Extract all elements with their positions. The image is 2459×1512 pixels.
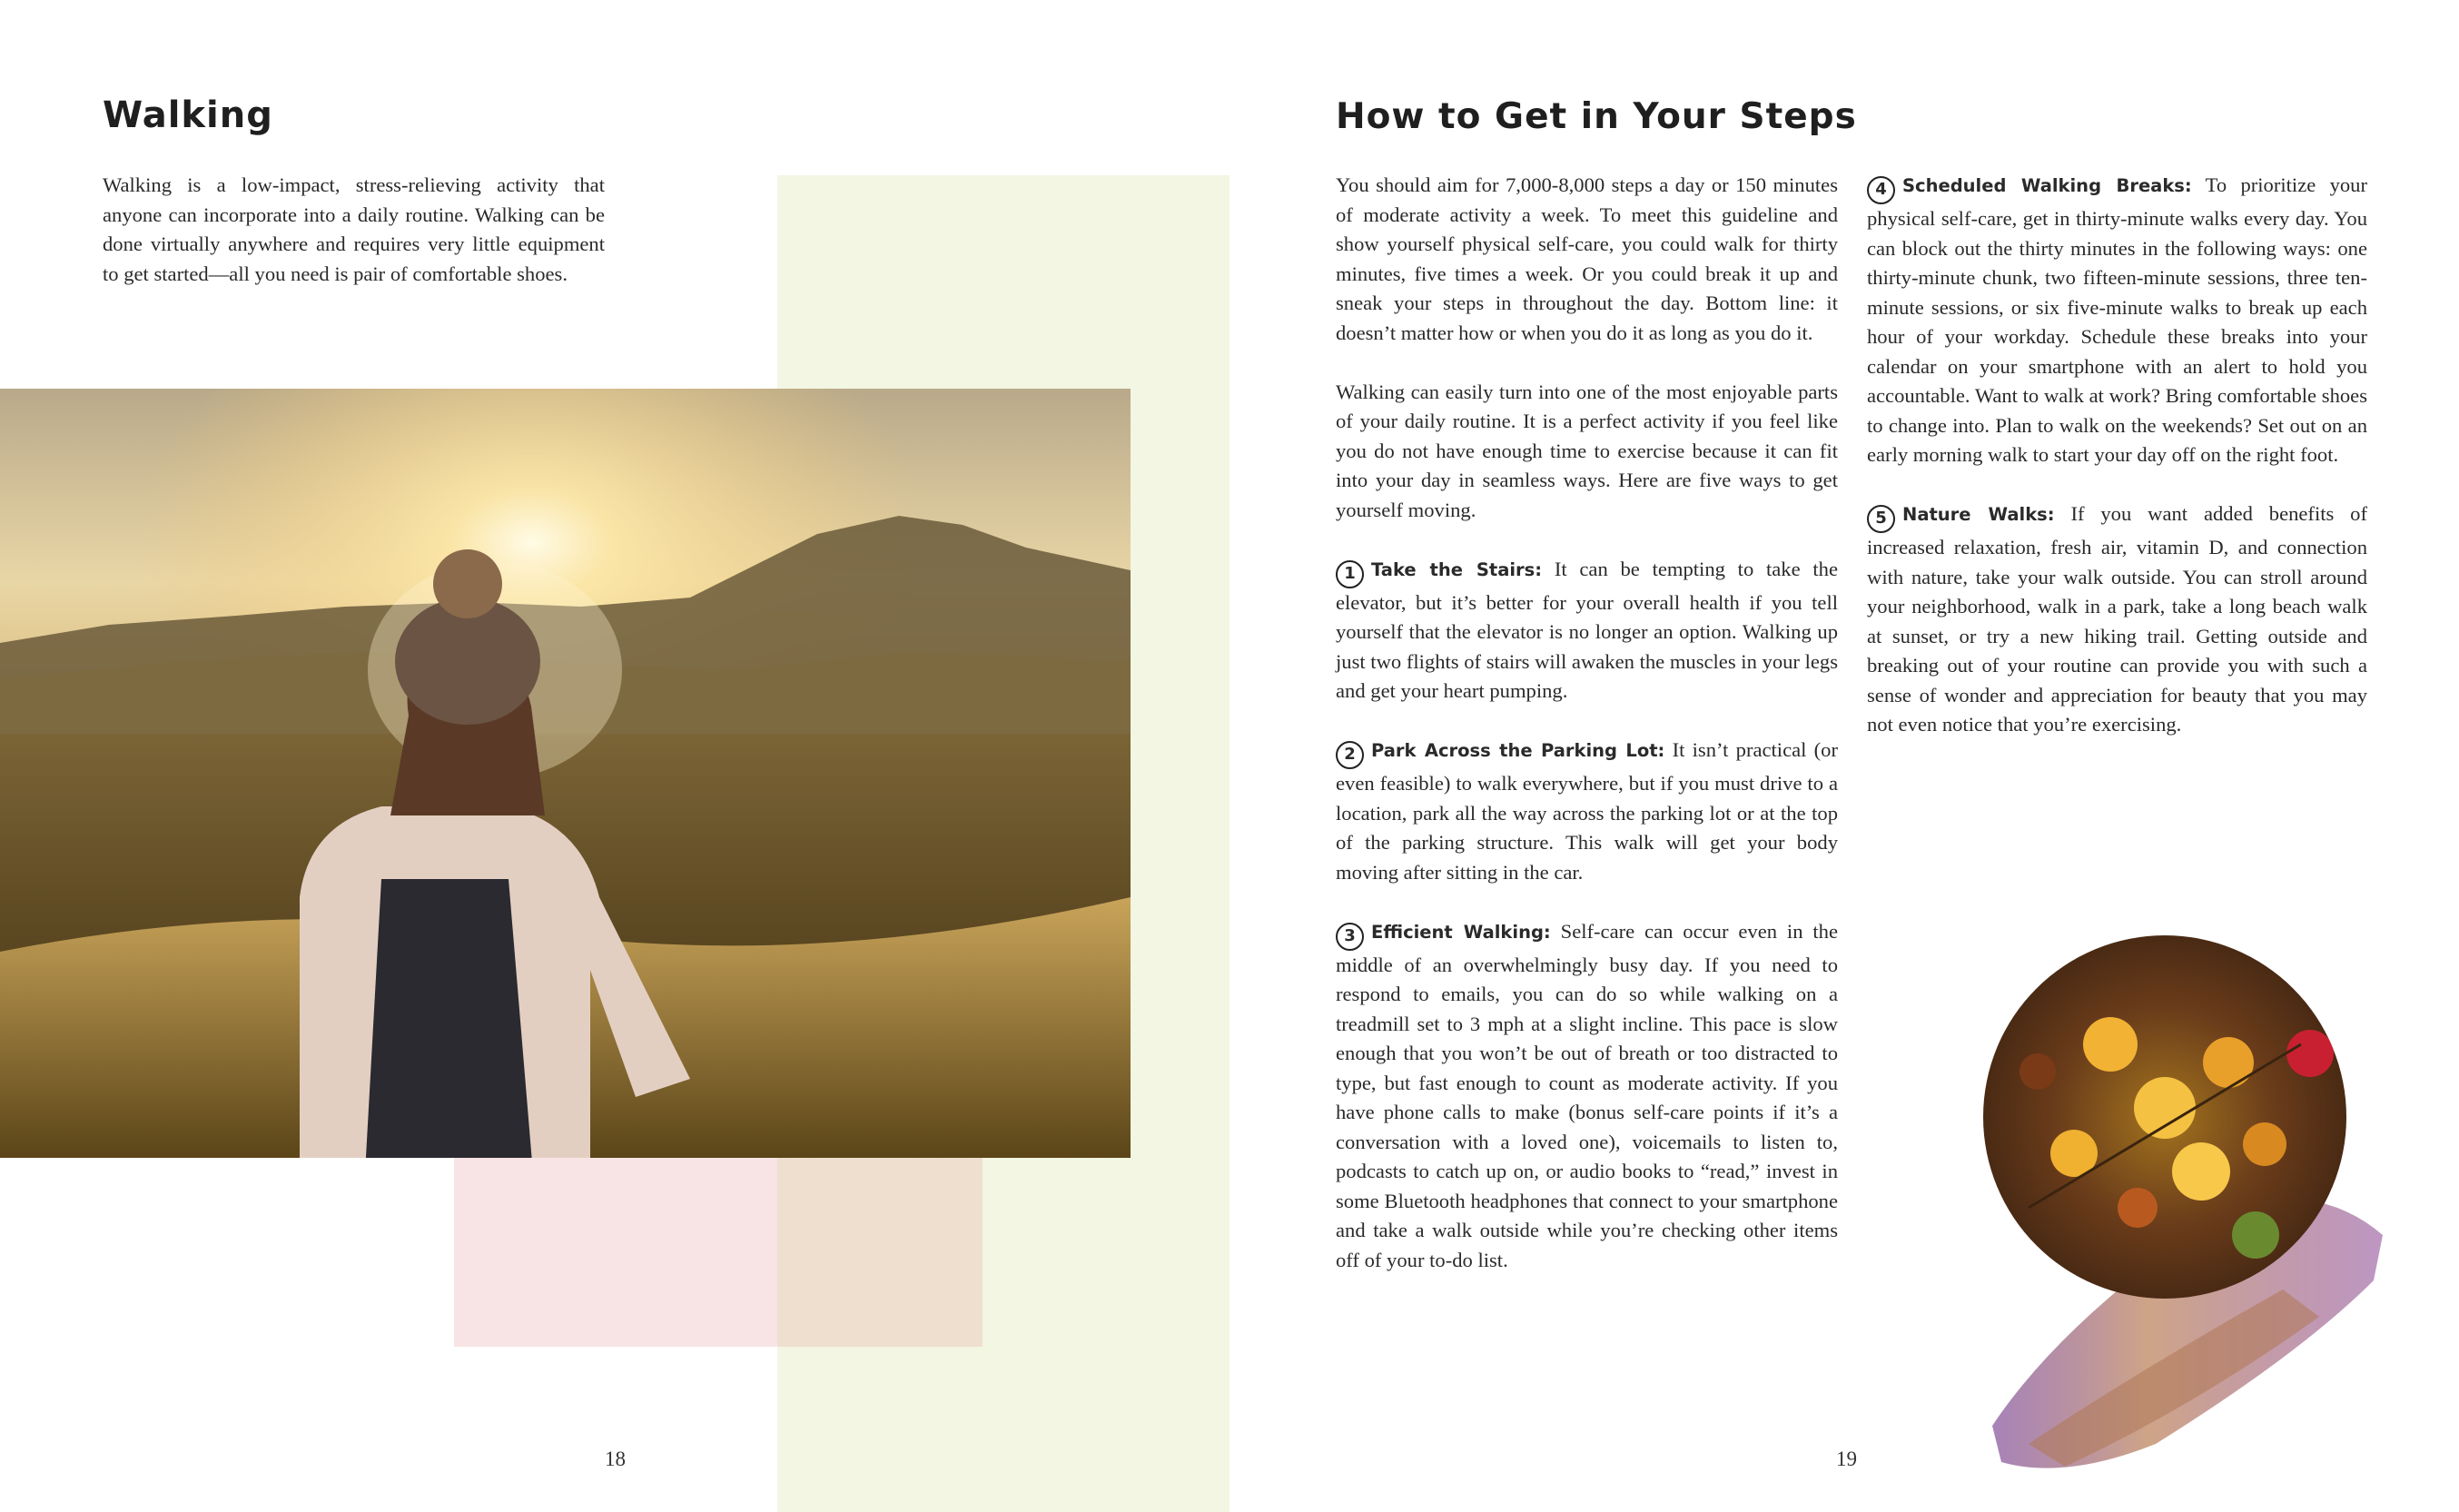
- intro-paragraph-2: Walking can easily turn into one of the most enjoyable parts of your daily routine. It is a perfect activity if you feel like you do not have enough time to exercise because it can fit into your day in seamless ways. Here are five ways to get yourself moving.: [1336, 380, 1838, 521]
- step-item-4: [1867, 171, 2367, 470]
- walking-intro-text: Walking is a low-impact, stress-relieving activity that anyone can incorporate into a daily routine. Walking can be done virtually anywhere and requires very little equipment to get started—all you need is pair of comfortable shoes.: [103, 173, 605, 285]
- step-text-5: If you want added benefits of increased relaxation, fresh air, vitamin D, and connection with nature, take your walk outside. You can stroll around your neighborhood, walk in a park, take a long beach walk at sunset, or try a new hiking trail. Getting outside and breaking out of your routine can provide you with such a sense of wonder and appreciation for beauty that you may not even notice that you’re exercising.: [1867, 502, 2367, 736]
- step-number-4: 4: [1867, 176, 1895, 204]
- step-text-2: It isn’t practical (or even feasible) to walk everywhere, but if you must drive to a location, park all the way across the parking lot or at the top of the parking structure. This walk will get your body moving after sitting in the car.: [1336, 738, 1838, 884]
- woman-hiker-sunset-photo: [0, 389, 1131, 1158]
- page-number-right: 19: [1836, 1448, 1857, 1470]
- autumn-leaves-circle-photo: [1956, 935, 2392, 1480]
- step-item-3: [1336, 917, 1838, 1276]
- steps-column-1: [1336, 171, 1838, 1275]
- step-number-3: 3: [1336, 923, 1364, 951]
- walking-intro: [103, 171, 605, 289]
- page-number-left: 18: [605, 1448, 626, 1470]
- step-item-5: [1867, 499, 2367, 740]
- page-title-walking: Walking: [103, 94, 273, 136]
- step-text-4: To prioritize your physical self-care, get in thirty-minute walks every day. You can block out the thirty minutes in the following ways: one thirty-minute chunk, two fifteen-minute sessions, three ten-minute sessions, or six five-minute walks to break up each hour of your workday. Schedule these breaks into your calendar on your smartphone with an alert to hold you accountable. Want to walk at work? Bring comfortable shoes to change into. Plan to walk on the weekends? Set out on an early morning walk to start your day off on the right foot.: [1867, 173, 2367, 466]
- step-item-2: [1336, 736, 1838, 887]
- steps-column-2: [1867, 171, 2367, 740]
- step-number-1: 1: [1336, 560, 1364, 588]
- intro-paragraph-1: You should aim for 7,000-8,000 steps a day or 150 minutes of moderate activity a week. To meet this guideline and show yourself physical self-care, you could walk for thirty minutes, five times a week. Or you could break it up and sneak your steps in throughout the day. Bottom line: it doesn’t matter how or when you do it as long as you do it.: [1336, 173, 1838, 344]
- step-text-1: It can be tempting to take the elevator, but it’s better for your overall health if you tell yourself that the elevator is no longer an option. Walking up just two flights of stairs will awaken the muscles in your legs and get your heart pumping.: [1336, 557, 1838, 702]
- step-number-5: 5: [1867, 505, 1895, 533]
- right-page: [1230, 0, 2459, 1512]
- step-item-1: [1336, 555, 1838, 707]
- overlap-decor-block: [777, 1153, 983, 1347]
- step-heading-4: Scheduled Walking Breaks:: [1902, 175, 2192, 196]
- step-number-2: 2: [1336, 741, 1364, 769]
- step-text-3: Self-care can occur even in the middle of an overwhelmingly busy day. If you need to respond to emails, you can do so while walking on a treadmill set to 3 mph at a slight incline. This pace is slow enough that you won’t be out of breath or too distracted to type, but fast enough to count as moderate activity. If you have phone calls to make (bonus self-care points if it’s a conversation with a loved one), voicemails to listen to, podcasts to catch up on, or audio books to “read,” invest in some Bluetooth headphones that connect to your smartphone and take a walk outside while you’re checking other items off of your to-do list.: [1336, 919, 1838, 1271]
- step-heading-2: Park Across the Parking Lot:: [1371, 740, 1665, 761]
- step-heading-3: Efficient Walking:: [1371, 921, 1551, 943]
- step-heading-5: Nature Walks:: [1902, 504, 2055, 525]
- page-title-steps: How to Get in Your Steps: [1336, 96, 1857, 137]
- step-heading-1: Take the Stairs:: [1371, 558, 1543, 580]
